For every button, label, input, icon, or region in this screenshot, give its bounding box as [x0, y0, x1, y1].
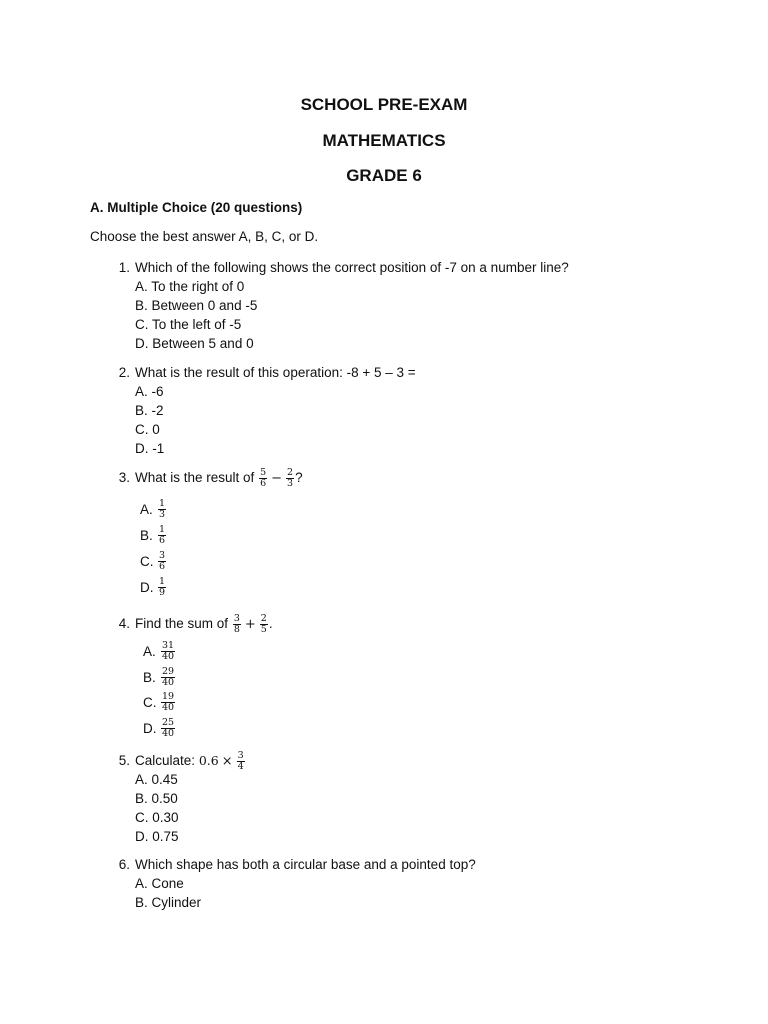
- option-letter: C.: [143, 695, 157, 710]
- fraction-numerator: 1: [159, 524, 166, 535]
- option-fraction: [161, 641, 175, 662]
- option-c: [110, 549, 730, 575]
- fraction-denominator: 5: [260, 624, 267, 635]
- question-number: 6.: [118, 857, 130, 872]
- subject-title: MATHEMATICS: [322, 131, 446, 150]
- option-c: C. 0: [135, 422, 160, 437]
- option-fraction: [161, 718, 175, 739]
- question-text: Which of the following shows the correct position of -7 on a number line?: [135, 260, 569, 275]
- option-a: A. 0.45: [135, 772, 178, 787]
- section-heading: A. Multiple Choice (20 questions): [90, 200, 303, 215]
- option-c: C. 0.30: [135, 810, 179, 825]
- option-b: [110, 665, 730, 691]
- fraction-numerator: 25: [162, 716, 175, 728]
- question-number: 5.: [118, 753, 130, 768]
- question-prefix: Find the sum of: [135, 616, 229, 632]
- decimal-value: 0.6: [198, 753, 219, 769]
- option-d: D. -1: [135, 441, 165, 456]
- question-number: 1.: [118, 260, 130, 275]
- fraction-denominator: 40: [162, 676, 175, 688]
- times-operator: ×: [221, 754, 233, 770]
- option-fraction: [158, 577, 166, 598]
- fraction-numerator: 31: [162, 640, 175, 651]
- question-text: What is the result of this operation: -8 + 5 – 3 =: [135, 365, 416, 380]
- fraction-numerator: 3: [159, 550, 166, 561]
- fraction-numerator: 19: [162, 691, 175, 702]
- question-4: [110, 614, 730, 741]
- option-a: A. -6: [135, 384, 164, 399]
- option-a: [110, 639, 730, 665]
- question-2: [110, 363, 730, 458]
- fraction-numerator: 29: [162, 665, 175, 677]
- fraction-denominator: 3: [159, 509, 166, 520]
- question-number: 4.: [118, 616, 130, 631]
- option-c: [110, 690, 730, 716]
- question-5: [110, 751, 730, 846]
- fraction-b: [260, 614, 268, 635]
- question-prefix: Calculate:: [135, 753, 196, 769]
- option-d: D. 0.75: [135, 829, 179, 844]
- fraction-a: [233, 614, 241, 635]
- question-text: [135, 468, 303, 489]
- fraction-denominator: 6: [159, 535, 166, 546]
- option-fraction: [158, 499, 166, 520]
- question-text: [135, 614, 273, 635]
- question-suffix: .: [268, 616, 273, 632]
- fraction-b: [237, 751, 245, 772]
- fraction-numerator: 2: [260, 613, 267, 624]
- option-b: B. Between 0 and -5: [135, 298, 258, 313]
- option-letter: B.: [143, 669, 156, 685]
- fraction-denominator: 3: [287, 478, 294, 489]
- fraction-denominator: 8: [233, 624, 240, 635]
- question-text: [135, 751, 246, 772]
- option-fraction: [158, 551, 166, 572]
- option-d: D. Between 5 and 0: [135, 336, 254, 351]
- option-letter: B.: [140, 528, 153, 543]
- fraction-denominator: 40: [162, 702, 175, 713]
- option-c: C. To the left of -5: [135, 317, 242, 332]
- option-letter: D.: [140, 580, 154, 595]
- fraction-denominator: 9: [159, 587, 166, 598]
- option-a: A. Cone: [135, 876, 184, 891]
- fraction-denominator: 6: [159, 561, 166, 572]
- fraction-denominator: 40: [162, 727, 175, 739]
- option-b: [110, 523, 730, 549]
- option-letter: A.: [140, 502, 153, 517]
- question-6: [110, 855, 730, 912]
- question-text: Which shape has both a circular base and a pointed top?: [135, 857, 476, 872]
- option-d: [110, 716, 730, 742]
- option-fraction: [161, 667, 175, 688]
- option-letter: A.: [143, 644, 156, 659]
- fraction-numerator: 1: [159, 498, 166, 509]
- question-number: 3.: [118, 470, 130, 485]
- school-title: SCHOOL PRE-EXAM: [300, 95, 468, 114]
- question-suffix: ?: [295, 470, 303, 486]
- option-b: B. 0.50: [135, 791, 178, 806]
- fraction-denominator: 6: [260, 478, 267, 489]
- option-a: A. To the right of 0: [135, 279, 245, 294]
- fraction-denominator: 40: [162, 651, 175, 662]
- option-fraction: [158, 525, 166, 546]
- option-letter: C.: [140, 554, 154, 569]
- section-instruction: Choose the best answer A, B, C, or D.: [90, 229, 319, 244]
- option-b: B. Cylinder: [135, 895, 202, 910]
- fraction-a: [259, 468, 267, 489]
- option-d: [110, 575, 730, 601]
- minus-operator: −: [271, 471, 283, 487]
- option-fraction: [161, 692, 175, 713]
- question-1: [110, 258, 730, 353]
- plus-operator: +: [244, 617, 256, 633]
- question-number: 2.: [118, 365, 130, 380]
- grade-title: GRADE 6: [346, 166, 422, 185]
- option-letter: D.: [143, 720, 157, 736]
- fraction-numerator: 3: [233, 613, 240, 624]
- fraction-denominator: 4: [237, 761, 244, 772]
- option-b: B. -2: [135, 403, 164, 418]
- option-a: [110, 497, 730, 523]
- fraction-b: [286, 468, 294, 489]
- question-prefix: What is the result of: [135, 470, 255, 486]
- fraction-numerator: 1: [159, 576, 166, 587]
- question-3: [110, 468, 730, 601]
- fraction-numerator: 2: [287, 467, 294, 478]
- fraction-numerator: 3: [237, 750, 244, 761]
- fraction-numerator: 5: [260, 467, 267, 478]
